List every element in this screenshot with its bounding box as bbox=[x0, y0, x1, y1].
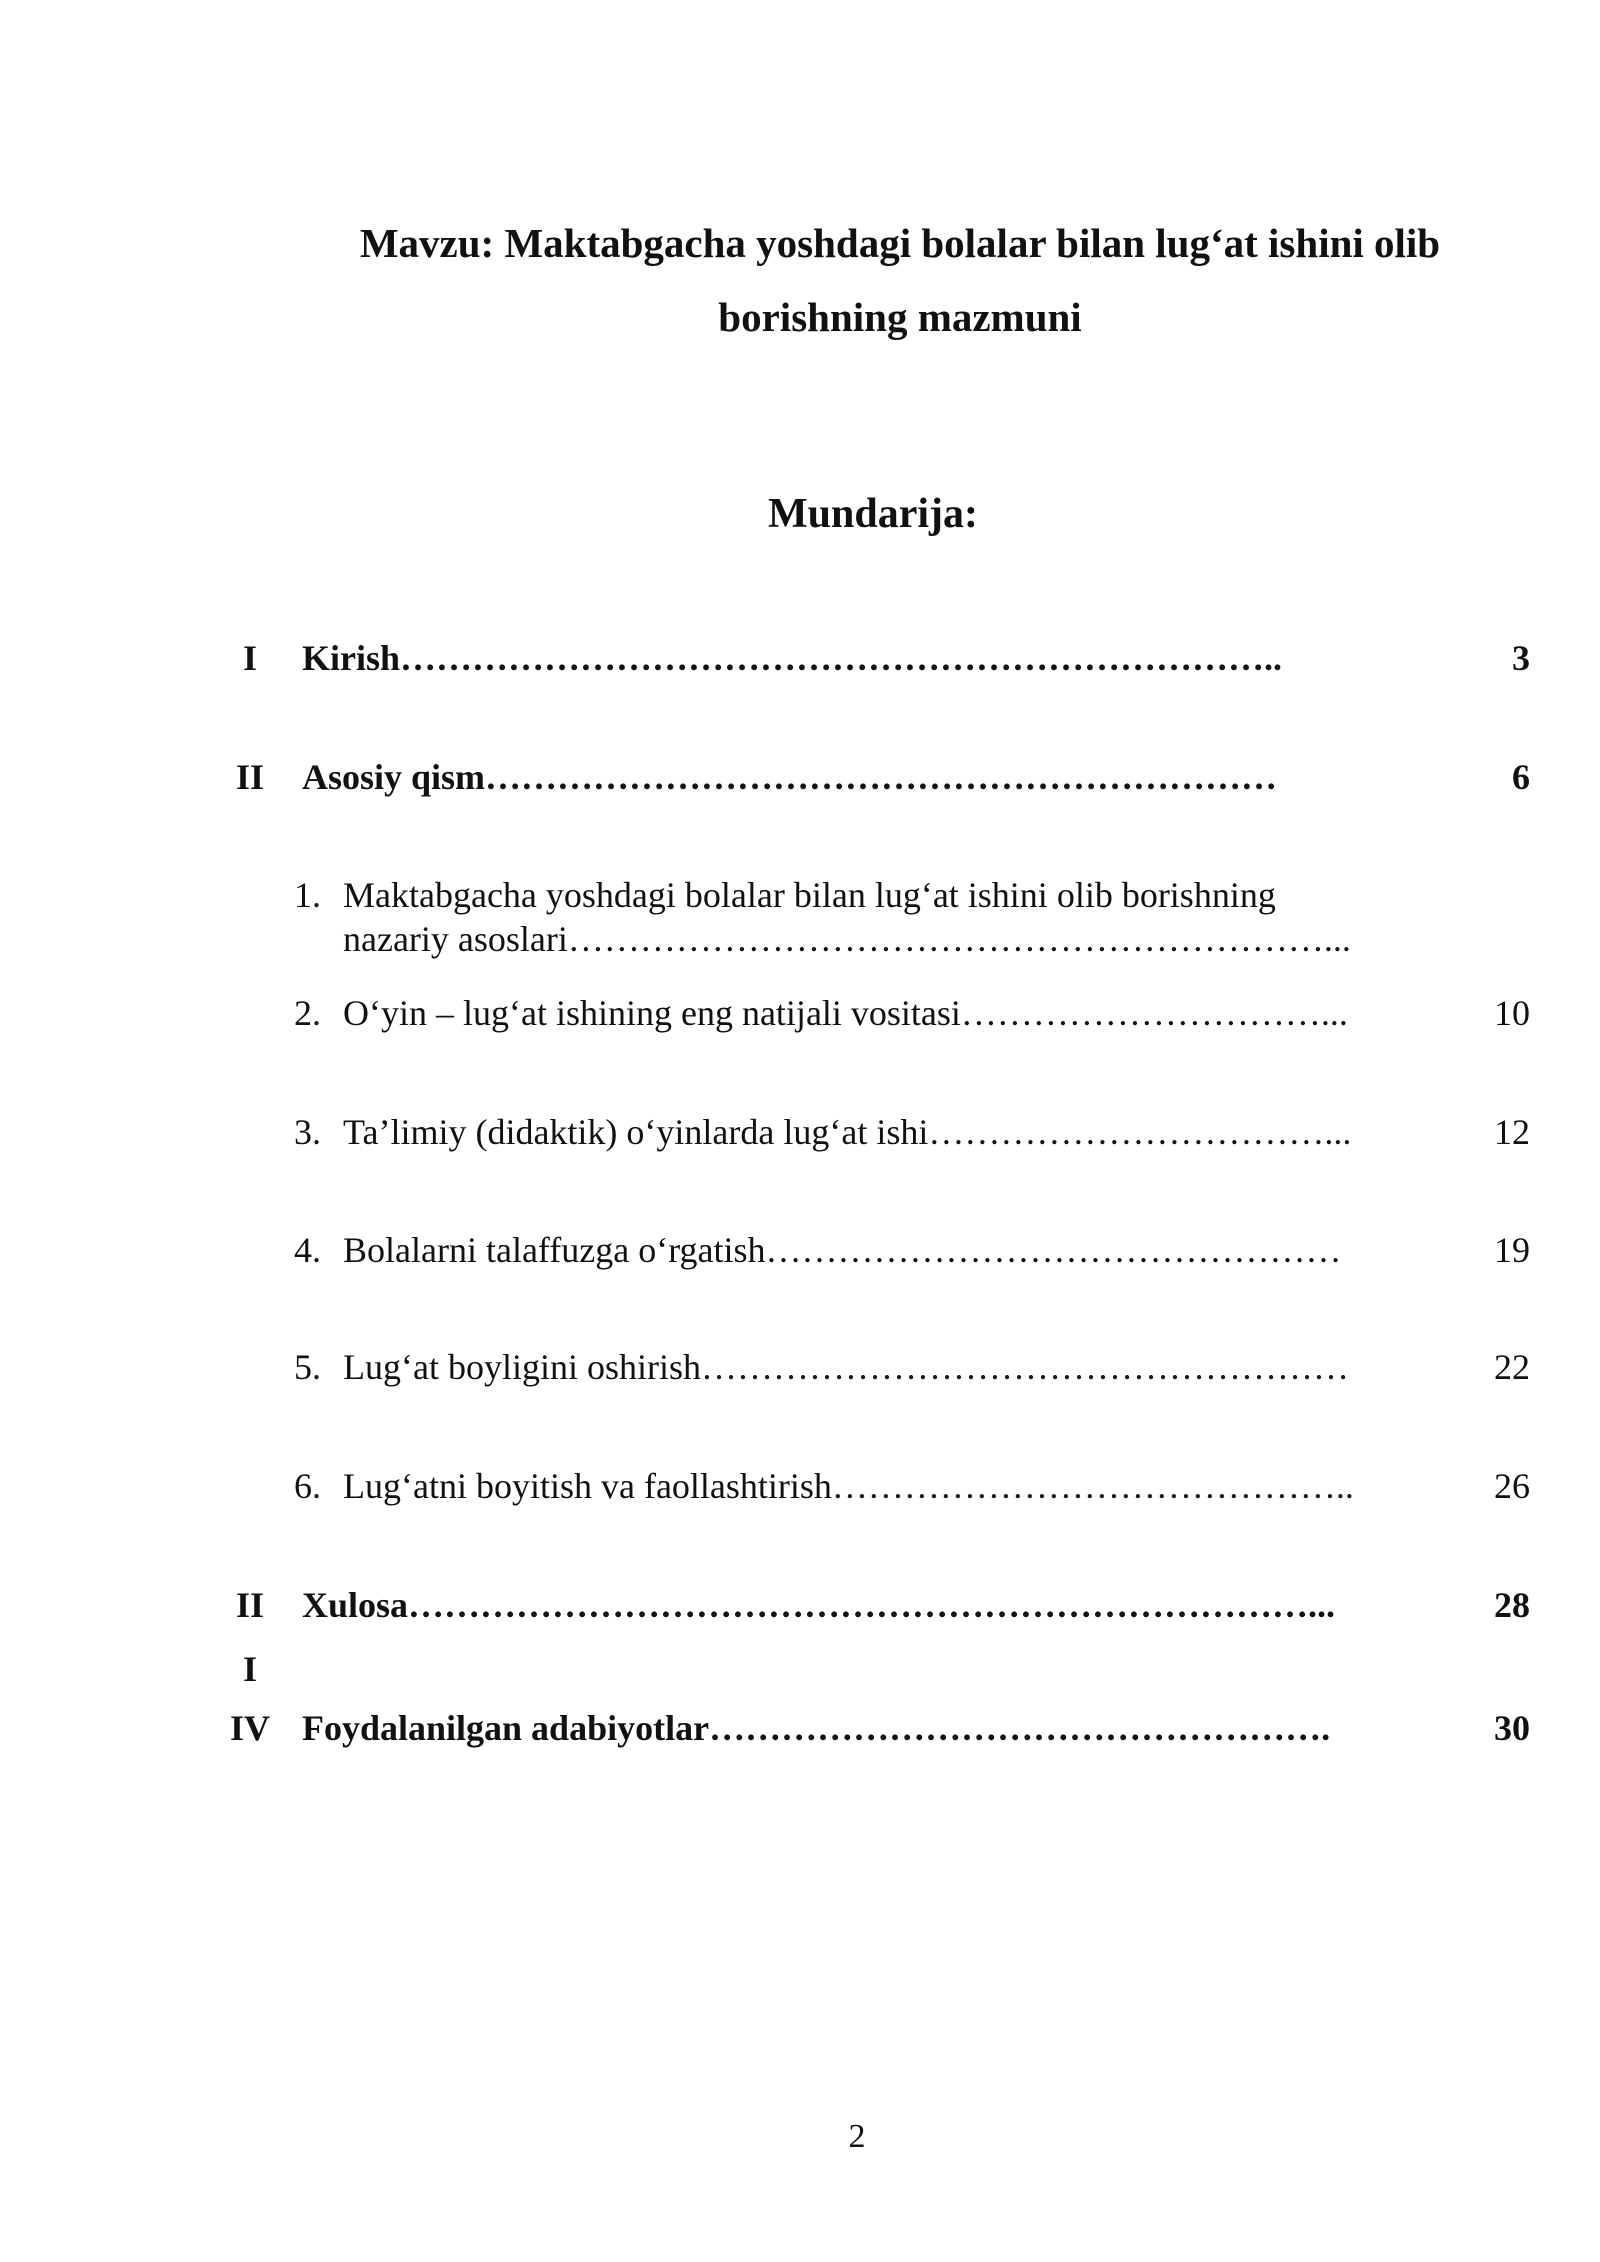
document-title bbox=[300, 206, 1500, 354]
toc-page: 28 bbox=[1494, 1585, 1530, 1625]
title-line-2: borishning mazmuni bbox=[718, 294, 1082, 340]
toc-label: Lug‘at boyligini oshirish……………………………………………… bbox=[343, 1347, 1349, 1387]
toc-number: 3. bbox=[294, 1112, 321, 1152]
toc-roman-line-1: II bbox=[235, 1585, 265, 1625]
toc-page: 6 bbox=[1512, 757, 1530, 797]
toc-page: 22 bbox=[1494, 1347, 1530, 1387]
toc-roman: I bbox=[242, 638, 257, 678]
toc-label: Foydalanilgan adabiyotlar……………………………………………. bbox=[302, 1708, 1331, 1748]
toc-page: 19 bbox=[1494, 1230, 1530, 1270]
toc-page: 3 bbox=[1512, 638, 1530, 678]
toc-number: 6. bbox=[294, 1466, 321, 1506]
toc-label: O‘yin – lug‘at ishining eng natijali vositasi…………………………... bbox=[343, 993, 1348, 1033]
toc-roman-line-2: I bbox=[242, 1649, 257, 1689]
toc-label-line-2: nazariy asoslari………………………………………………………... bbox=[343, 919, 1351, 959]
toc-label: Xulosa…………………………………………………………………... bbox=[302, 1585, 1336, 1625]
toc-label: Asosiy qism………………………………………………………… bbox=[302, 757, 1278, 797]
toc-label: Lug‘atni boyitish va faollashtirish…………………………………….. bbox=[343, 1466, 1354, 1506]
toc-page: 30 bbox=[1494, 1708, 1530, 1748]
toc-number: 4. bbox=[294, 1230, 321, 1270]
toc-label: Bolalarni talaffuzga o‘rgatish………………………………………… bbox=[343, 1230, 1342, 1270]
toc-label: Ta’limiy (didaktik) o‘yinlarda lug‘at ishi……………………………... bbox=[343, 1112, 1352, 1152]
page-number: 2 bbox=[848, 2118, 866, 2155]
toc-number: 5. bbox=[294, 1347, 321, 1387]
toc-roman: IV bbox=[229, 1708, 270, 1748]
toc-heading: Mundarija: bbox=[768, 491, 978, 537]
title-line-1: Mavzu: Maktabgacha yoshdagi bolalar bilan lug‘at ishini olib bbox=[359, 220, 1441, 266]
toc-label: Kirish……………………………………………………………….. bbox=[302, 638, 1283, 678]
toc-number: 1. bbox=[294, 875, 321, 915]
toc-label-line-1: Maktabgacha yoshdagi bolalar bilan lug‘at ishini olib borishning bbox=[343, 875, 1276, 915]
toc-page: 10 bbox=[1494, 993, 1530, 1033]
toc-page: 26 bbox=[1494, 1466, 1530, 1506]
toc-roman: II bbox=[235, 757, 265, 797]
toc-page: 12 bbox=[1494, 1112, 1530, 1152]
toc-number: 2. bbox=[294, 993, 321, 1033]
